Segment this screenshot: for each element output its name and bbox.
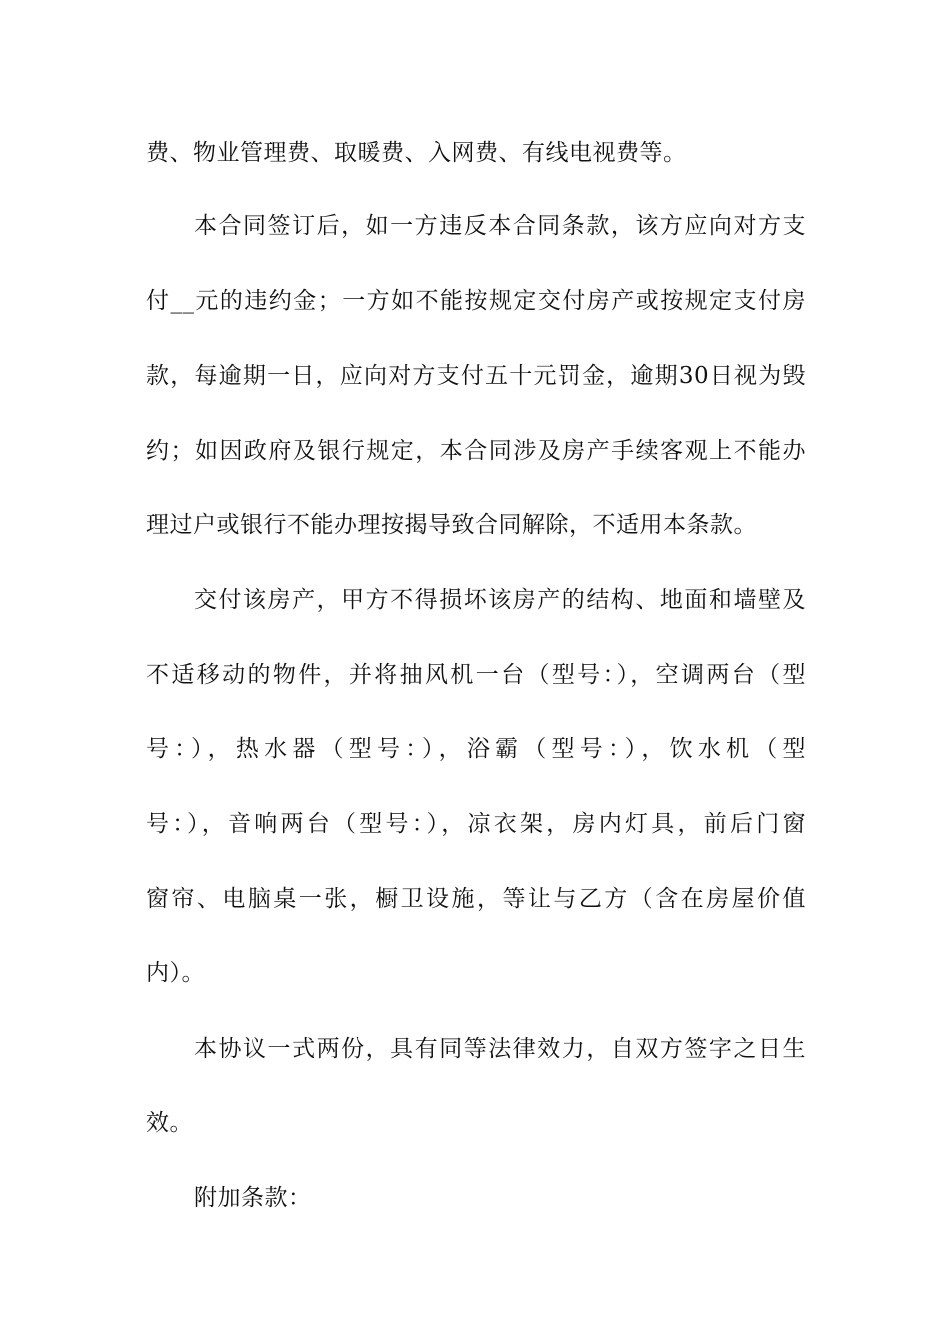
text-line: 内）。 <box>146 960 205 986</box>
text-line: 窗帘、电脑桌一张，橱卫设施，等让与乙方（含在房屋价值 <box>146 886 806 912</box>
text-line: 不适移动的物件，并将抽风机一台（型号：），空调两台（型 <box>146 662 806 688</box>
text-line: 附加条款： <box>194 1185 312 1211</box>
text-line: 理过户或银行不能办理按揭导致合同解除，不适用本条款。 <box>146 512 757 538</box>
text-line: 效。 <box>146 1110 193 1136</box>
text-line: 费、物业管理费、取暖费、入网费、有线电视费等。 <box>146 140 687 166</box>
text-line: 款，每逾期一日，应向对方支付五十元罚金，逾期30日视为毁 <box>146 363 806 389</box>
text-line: 号：），热水器（型号：），浴霸（型号：），饮水机（型 <box>146 736 806 762</box>
text-line: 交付该房产，甲方不得损坏该房产的结构、地面和墙壁及 <box>194 587 806 613</box>
text-line: 付__元的违约金；一方如不能按规定交付房产或按规定支付房 <box>146 288 806 314</box>
text-line: 号：），音响两台（型号：），凉衣架，房内灯具，前后门窗 <box>146 811 806 837</box>
text-line: 本合同签订后，如一方违反本合同条款，该方应向对方支 <box>194 213 806 239</box>
text-line: 约；如因政府及银行规定，本合同涉及房产手续客观上不能办 <box>146 438 806 464</box>
text-line: 本协议一式两份，具有同等法律效力，自双方签字之日生 <box>194 1036 806 1062</box>
